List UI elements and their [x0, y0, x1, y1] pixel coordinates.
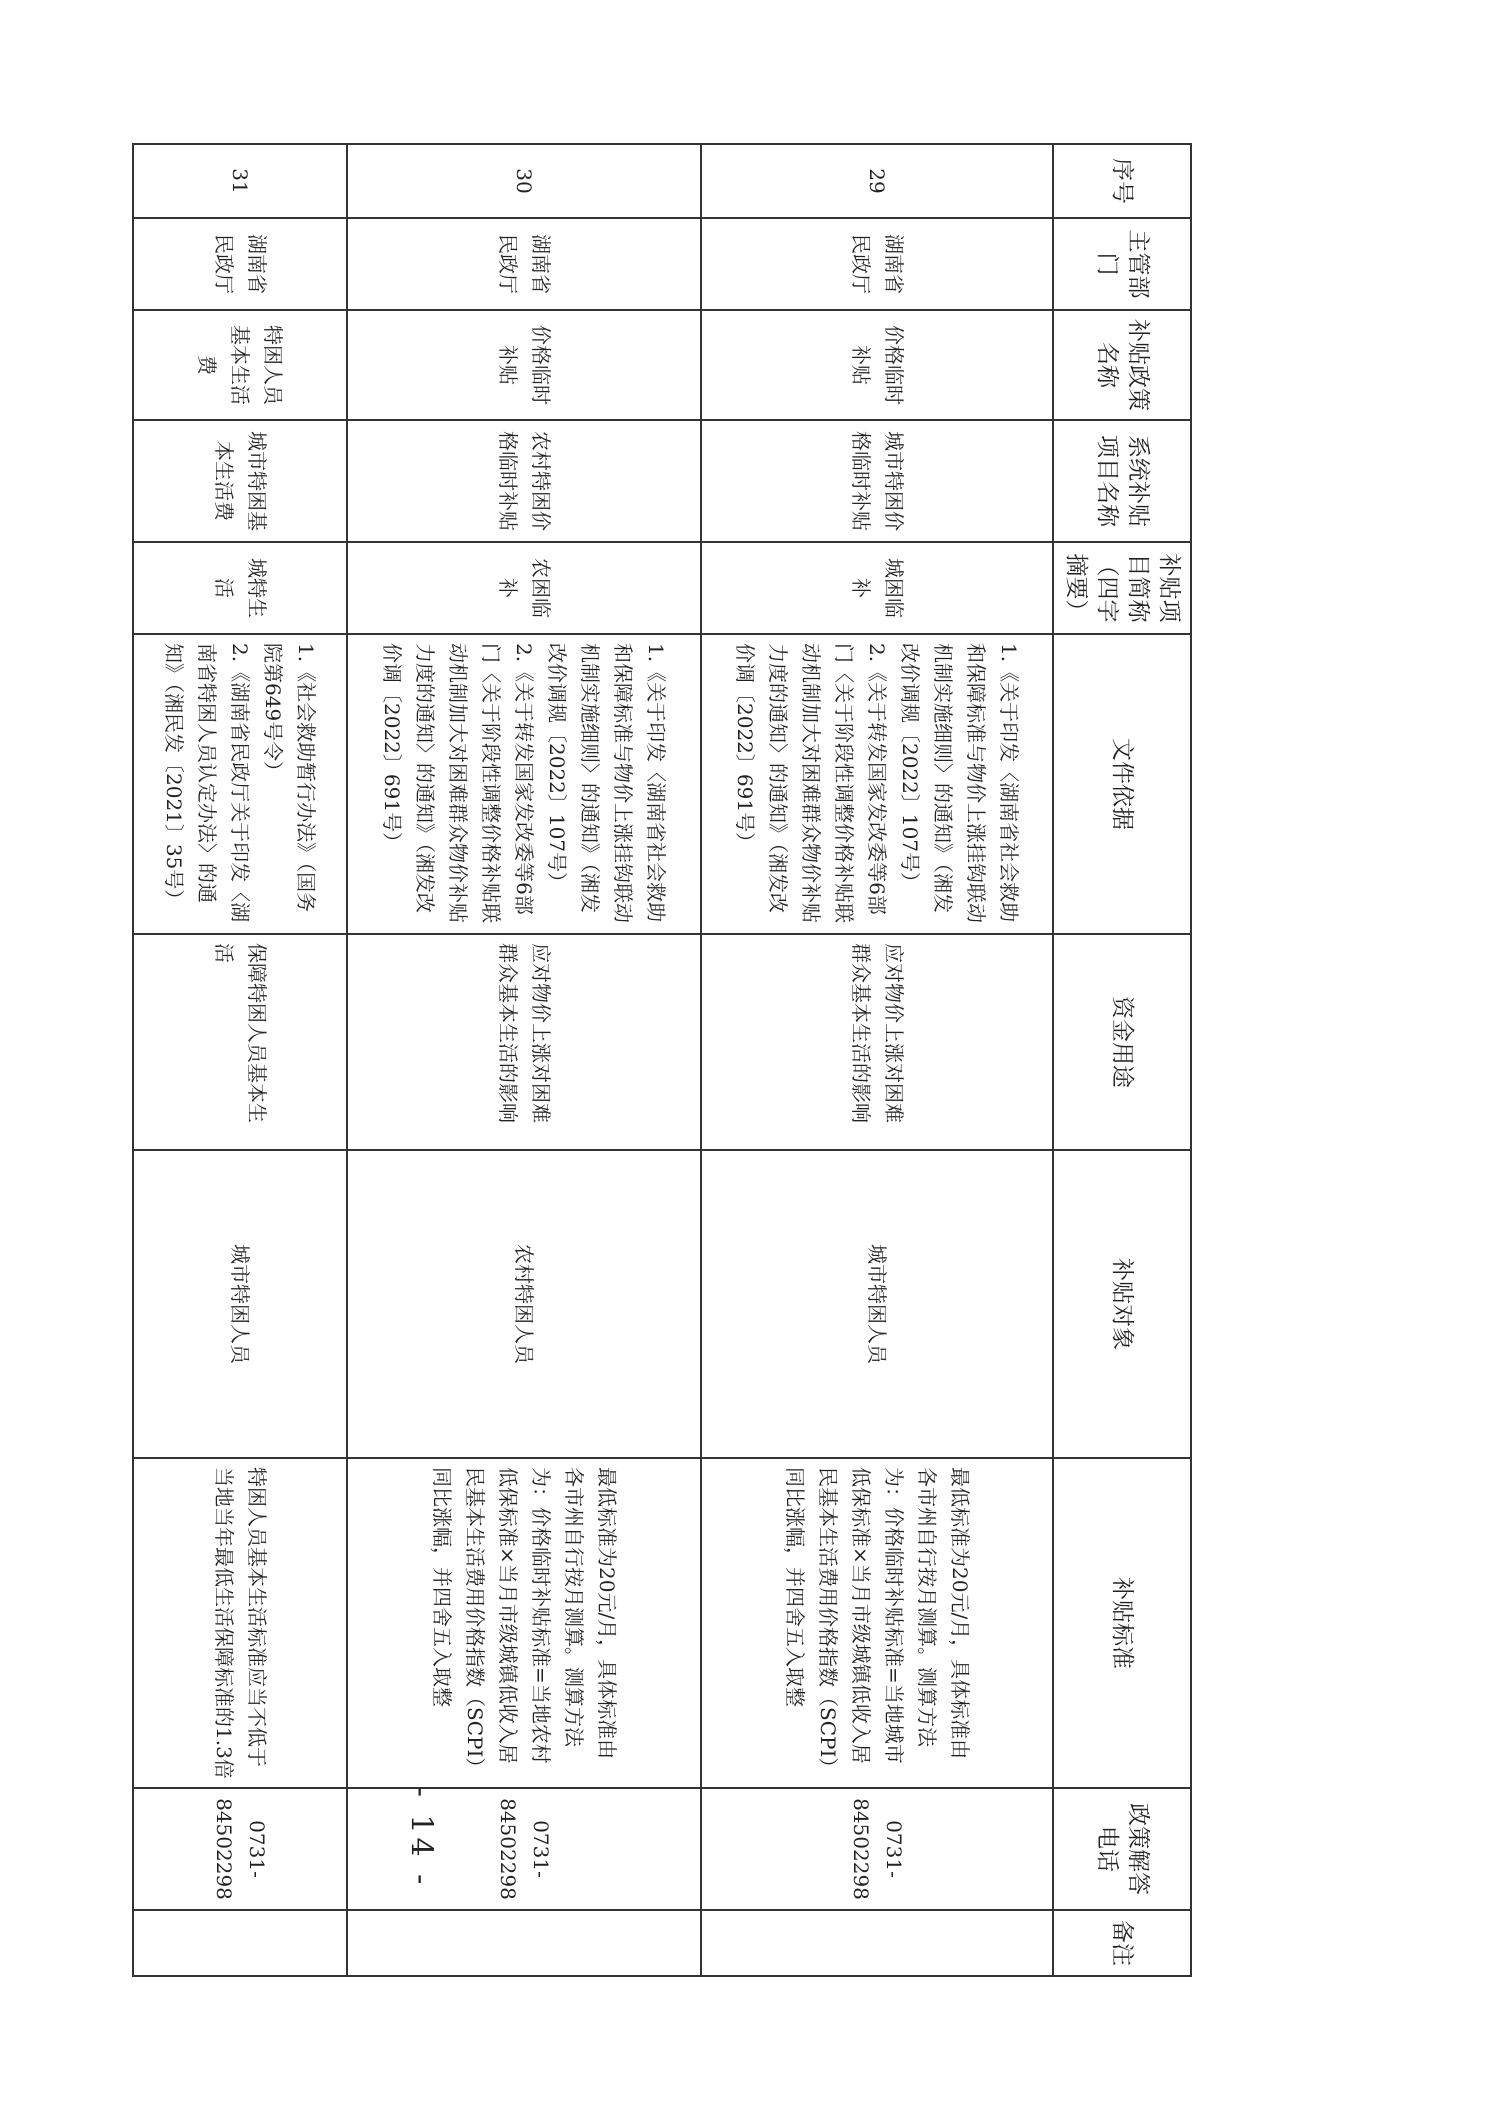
cell-system-name: 城市特困价格临时补贴 [701, 420, 1053, 542]
header-purpose: 资金用途 [1053, 934, 1191, 1150]
header-remark: 备注 [1053, 1910, 1191, 1976]
header-short-name: 补贴项目简称（四字摘要） [1053, 542, 1191, 634]
cell-remark [133, 1910, 347, 1976]
header-seq: 序号 [1053, 144, 1191, 218]
table-row [347, 144, 701, 1976]
header-phone: 政策解答电话 [1053, 1788, 1191, 1910]
page-number: - 14 - [403, 1786, 439, 1889]
header-target: 补贴对象 [1053, 1150, 1191, 1458]
subsidy-policy-table [132, 143, 1192, 1977]
header-dept: 主管部门 [1053, 218, 1191, 310]
rotated-table-wrapper [148, 143, 1192, 1975]
cell-system-name: 城市特困基本生活费 [133, 420, 347, 542]
header-basis: 文件依据 [1053, 634, 1191, 934]
cell-basis: 1.《关于印发〈湖南省社会救助和保障标准与物价上涨挂钩联动机制实施细则〉的通知》（湘发改价调规〔2022〕107号） 2.《关于转发国家发改委等6部门〈关于阶段性调整价格补贴联动机制加大对困难群众物价补贴力度的通知〉的通知》（湘发改价调〔2022〕691号） [347, 634, 701, 934]
cell-basis: 1.《社会救助暂行办法》（国务院第649号令） 2.《湖南省民政厅关于印发〈湖南省特困人员认定办法〉的通知》（湘民发〔2021〕35号） [133, 634, 347, 934]
cell-dept: 湖南省民政厅 [701, 218, 1053, 310]
cell-phone: 0731-84502298 [347, 1788, 701, 1910]
cell-policy-name: 特困人员基本生活费 [133, 310, 347, 420]
cell-dept: 湖南省民政厅 [133, 218, 347, 310]
cell-target: 城市特困人员 [701, 1150, 1053, 1458]
cell-purpose: 保障特困人员基本生活 [133, 934, 347, 1150]
cell-seq: 30 [347, 144, 701, 218]
cell-standard: 特困人员基本生活标准应当不低于当地当年最低生活保障标准的1.3倍 [133, 1458, 347, 1788]
cell-standard: 最低标准为20元/月，具体标准由各市州自行按月测算。测算方法为：价格临时补贴标准=当地城市低保标准×当月市级城镇低收入居民基本生活费用价格指数（SCPI）同比涨幅，并四舍五入取整 [701, 1458, 1053, 1788]
table-row [133, 144, 347, 1976]
table-row [701, 144, 1053, 1976]
cell-remark [701, 1910, 1053, 1976]
table-header-row [1053, 144, 1191, 1976]
cell-system-name: 农村特困价格临时补贴 [347, 420, 701, 542]
cell-seq: 31 [133, 144, 347, 218]
cell-target: 城市特困人员 [133, 1150, 347, 1458]
cell-remark [347, 1910, 701, 1976]
header-standard: 补贴标准 [1053, 1458, 1191, 1788]
cell-phone: 0731-84502298 [701, 1788, 1053, 1910]
cell-phone: 0731-84502298 [133, 1788, 347, 1910]
cell-short-name: 城困临补 [701, 542, 1053, 634]
cell-purpose: 应对物价上涨对困难群众基本生活的影响 [347, 934, 701, 1150]
cell-standard: 最低标准为20元/月，具体标准由各市州自行按月测算。测算方法为：价格临时补贴标准=当地农村低保标准×当月市级城镇低收入居民基本生活费用价格指数（SCPI）同比涨幅，并四舍五入取整 [347, 1458, 701, 1788]
header-policy-name: 补贴政策名称 [1053, 310, 1191, 420]
cell-policy-name: 价格临时补贴 [701, 310, 1053, 420]
cell-dept: 湖南省民政厅 [347, 218, 701, 310]
cell-policy-name: 价格临时补贴 [347, 310, 701, 420]
cell-seq: 29 [701, 144, 1053, 218]
cell-short-name: 城特生活 [133, 542, 347, 634]
cell-purpose: 应对物价上涨对困难群众基本生活的影响 [701, 934, 1053, 1150]
header-system-name: 系统补贴项目名称 [1053, 420, 1191, 542]
cell-short-name: 农困临补 [347, 542, 701, 634]
cell-target: 农村特困人员 [347, 1150, 701, 1458]
cell-basis: 1.《关于印发〈湖南省社会救助和保障标准与物价上涨挂钩联动机制实施细则〉的通知》（湘发改价调规〔2022〕107号） 2.《关于转发国家发改委等6部门〈关于阶段性调整价格补贴联动机制加大对困难群众物价补贴力度的通知〉的通知》（湘发改价调〔2022〕691号） [701, 634, 1053, 934]
